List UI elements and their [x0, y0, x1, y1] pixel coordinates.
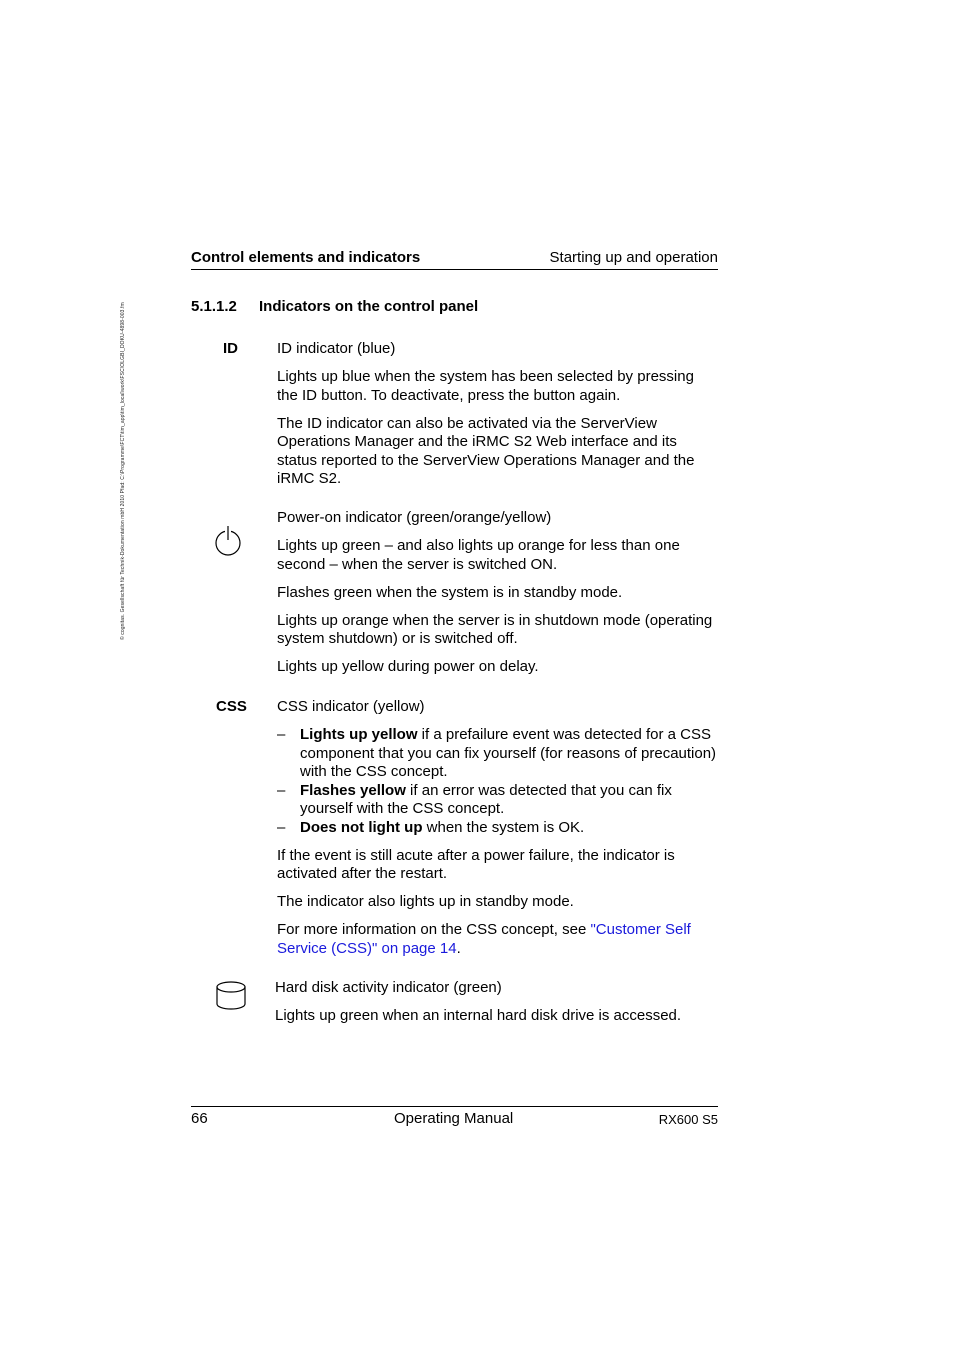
hard-disk-indicator-block: [275, 979, 716, 1026]
hard-disk-title: Hard disk activity indicator (green): [275, 979, 502, 996]
page-number: 66: [191, 1110, 208, 1127]
running-header-left: Control elements and indicators: [191, 249, 421, 266]
power-paragraph-4: Lights up yellow during power on delay.: [277, 658, 539, 675]
list-item: – Lights up yellow if a prefailure event was detected for a CSS component that you can fix yourself (for reasons of precaution) with the CSS concept.: [277, 726, 717, 780]
power-title: Power-on indicator (green/orange/yellow): [277, 509, 552, 526]
footer-rule: [191, 1106, 718, 1107]
list-item: – Does not light up when the system is OK.: [277, 818, 585, 836]
footer-product: RX600 S5: [658, 1112, 718, 1127]
id-paragraph-2: The ID indicator can also be activated via the ServerView Operations Manager and the iRMC S2 Web interface and its status reported to the ServerView Operations Manager and the iRMC S2.: [277, 414, 695, 487]
power-icon: [213, 525, 243, 557]
css-paragraph-3: For more information on the CSS concept, see "Customer Self Service (CSS)" on page 14.: [277, 921, 691, 957]
id-title: ID indicator (blue): [277, 340, 396, 357]
section-heading: [191, 298, 478, 315]
id-paragraph-1: Lights up blue when the system has been selected by pressing the ID button. To deactivate, press the button again.: [277, 368, 694, 404]
section-title: Indicators on the control panel: [259, 298, 479, 315]
css-cross-reference-link[interactable]: "Customer Self Service (CSS)" on page 14: [277, 921, 691, 957]
hard-disk-paragraph-1: Lights up green when an internal hard disk drive is accessed.: [275, 1007, 682, 1024]
footer-title: Operating Manual: [394, 1110, 514, 1127]
id-indicator-block: [277, 340, 718, 489]
list-item: – Flashes yellow if an error was detected that you can fix yourself with the CSS concept.: [277, 781, 672, 817]
css-paragraph-1: If the event is still acute after a power failure, the indicator is activated after the restart.: [277, 846, 675, 882]
power-paragraph-2: Flashes green when the system is in standby mode.: [277, 583, 623, 601]
header-rule: [191, 269, 718, 270]
side-note: © cognitas. Gesellschaft für Technik-Dokumentation mbH 2010 Pfad: C:\Programme\FCT\tim_app\tim_local\work\FSC\OLGBI_DOKU-4898-003.fm: [120, 302, 126, 640]
css-title: CSS indicator (yellow): [277, 698, 425, 715]
running-header-right: Starting up and operation: [549, 249, 718, 266]
css-list: [277, 726, 718, 837]
power-paragraph-1: Lights up green – and also lights up orange for less than one second – when the server is switched ON.: [277, 537, 680, 573]
power-paragraph-3: Lights up orange when the server is in shutdown mode (operating system shutdown) or is switched off.: [277, 611, 713, 647]
hard-disk-icon: [214, 980, 248, 1012]
css-indicator-block: [277, 698, 718, 958]
section-number: 5.1.1.2: [191, 298, 237, 315]
power-indicator-block: [277, 509, 718, 677]
css-paragraph-2: The indicator also lights up in standby mode.: [277, 893, 574, 910]
css-label: CSS: [216, 698, 247, 715]
id-label: ID: [223, 340, 238, 357]
